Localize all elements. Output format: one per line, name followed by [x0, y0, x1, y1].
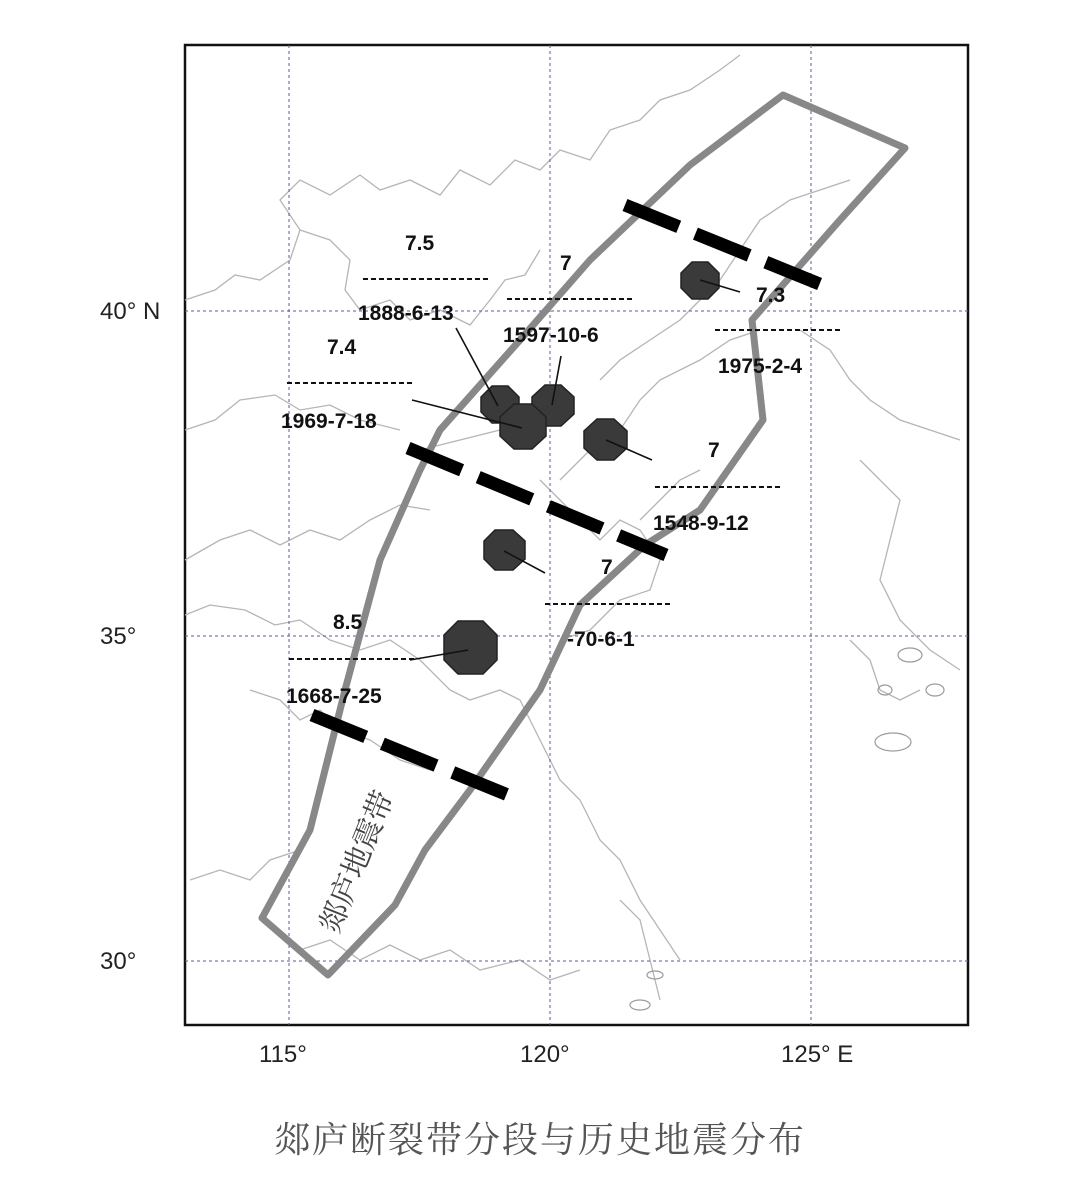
- quake-date: 1668-7-25: [286, 685, 382, 708]
- quake-date: 1597-10-6: [503, 324, 599, 347]
- quake-magnitude: 7.5: [405, 232, 435, 255]
- latitude-tick-label: 35°: [100, 623, 137, 650]
- quake-date: 1548-9-12: [653, 512, 749, 535]
- quake-date: 1888-6-13: [358, 302, 454, 325]
- quake-date: 1969-7-18: [281, 410, 377, 433]
- map-caption: 郯庐断裂带分段与历史地震分布: [273, 1120, 806, 1161]
- epicenter-1548: [584, 419, 627, 460]
- epicenter-minus70: [484, 530, 525, 570]
- quake-magnitude: 7.4: [327, 336, 357, 359]
- latitude-tick-label: 40° N: [100, 298, 161, 325]
- epicenter-1668: [444, 621, 497, 674]
- longitude-tick-label: 120°: [520, 1041, 570, 1068]
- quake-magnitude: 8.5: [333, 611, 363, 634]
- map-frame: [185, 45, 968, 1025]
- quake-date: -70-6-1: [567, 628, 635, 651]
- quake-date: 1975-2-4: [718, 355, 803, 378]
- quake-magnitude: 7: [601, 556, 613, 579]
- longitude-tick-label: 115°: [259, 1041, 307, 1068]
- quake-magnitude: 7: [560, 252, 572, 275]
- quake-magnitude: 7.3: [756, 284, 786, 307]
- latitude-tick-label: 30°: [100, 948, 137, 975]
- longitude-tick-label: 125° E: [781, 1041, 854, 1068]
- fault-zone-label: 郯庐地震带: [312, 785, 402, 938]
- epicenter-1969: [500, 404, 546, 449]
- quake-magnitude: 7: [708, 439, 720, 462]
